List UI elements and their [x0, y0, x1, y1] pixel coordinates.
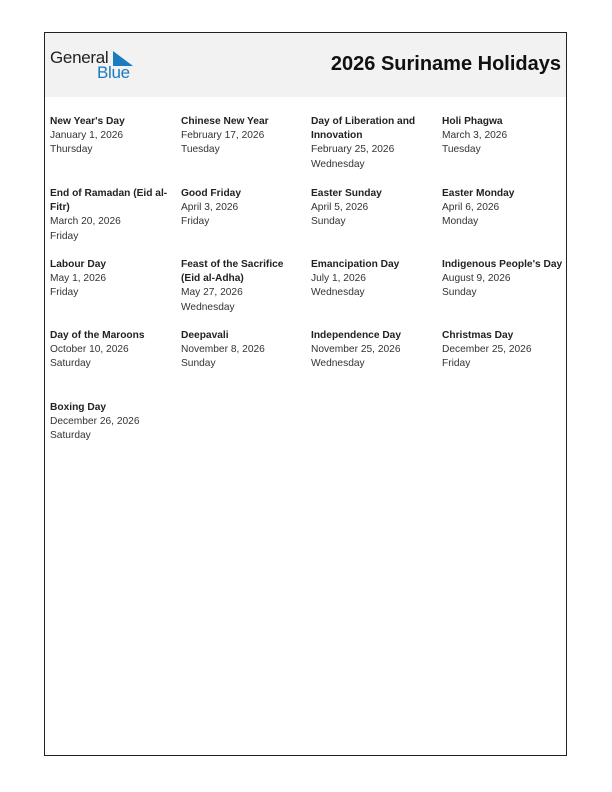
holiday-date: November 25, 2026 — [311, 344, 401, 356]
holiday-name: New Year's Day — [50, 116, 125, 127]
holiday-weekday: Wednesday — [311, 287, 365, 299]
calendar-page — [44, 32, 567, 756]
holiday-item — [311, 329, 433, 372]
holiday-date: July 1, 2026 — [311, 273, 366, 285]
holiday-name: Boxing Day — [50, 402, 107, 413]
holiday-name: Emancipation Day — [311, 259, 400, 270]
holiday-name: Christmas Day — [442, 330, 514, 341]
holiday-item — [50, 115, 172, 158]
holiday-name: End of Ramadan (Eid al-Fitr) — [50, 188, 168, 214]
holiday-date: December 26, 2026 — [50, 416, 140, 428]
holiday-date: May 1, 2026 — [50, 273, 107, 285]
holiday-item — [50, 329, 172, 372]
holiday-item — [50, 401, 172, 444]
holiday-name: Feast of the Sacrifice (Eid al-Adha) — [181, 259, 284, 285]
holiday-name: Indigenous People's Day — [442, 259, 563, 270]
holiday-item — [50, 258, 172, 301]
holiday-date: May 27, 2026 — [181, 287, 243, 299]
holiday-name: Good Friday — [181, 188, 241, 199]
page-header — [45, 33, 566, 97]
holiday-item — [311, 258, 433, 301]
holiday-weekday: Saturday — [50, 358, 91, 370]
holiday-name: Independence Day — [311, 330, 402, 341]
holiday-date: February 25, 2026 — [311, 144, 395, 156]
holiday-date: April 3, 2026 — [181, 202, 239, 214]
holiday-item — [50, 187, 168, 244]
holiday-item — [442, 115, 564, 158]
holiday-weekday: Saturday — [50, 430, 91, 442]
holiday-date: December 25, 2026 — [442, 344, 532, 356]
holiday-weekday: Wednesday — [181, 301, 235, 313]
holiday-item — [181, 258, 293, 315]
holiday-weekday: Sunday — [442, 287, 477, 299]
holiday-name: Chinese New Year — [181, 116, 269, 127]
page-title: 2026 Suriname Holidays — [330, 53, 561, 75]
holiday-weekday: Tuesday — [442, 144, 481, 156]
holiday-weekday: Friday — [50, 287, 79, 299]
holiday-item — [442, 187, 564, 230]
holiday-item — [442, 258, 567, 301]
holiday-date: August 9, 2026 — [442, 273, 511, 285]
holiday-weekday: Friday — [442, 358, 471, 370]
holiday-name: Holi Phagwa — [442, 116, 503, 127]
holiday-weekday: Wednesday — [311, 358, 365, 370]
holiday-item — [442, 329, 564, 372]
holiday-date: March 3, 2026 — [442, 130, 508, 142]
logo-word-blue: Blue — [97, 63, 130, 82]
holiday-weekday: Tuesday — [181, 144, 220, 156]
holiday-item — [311, 115, 423, 172]
holiday-date: October 10, 2026 — [50, 344, 129, 356]
holiday-name: Labour Day — [50, 259, 107, 270]
holiday-name: Easter Sunday — [311, 188, 382, 199]
holiday-name: Easter Monday — [442, 188, 515, 199]
holiday-name: Deepavali — [181, 330, 229, 341]
holiday-item — [181, 187, 303, 230]
holiday-date: March 20, 2026 — [50, 216, 121, 228]
holiday-weekday: Sunday — [181, 358, 216, 370]
holiday-date: November 8, 2026 — [181, 344, 265, 356]
holiday-date: April 5, 2026 — [311, 202, 369, 214]
holiday-date: January 1, 2026 — [50, 130, 124, 142]
holiday-item — [311, 187, 433, 230]
holiday-item — [181, 115, 303, 158]
holiday-weekday: Sunday — [311, 216, 346, 228]
holiday-item — [181, 329, 303, 372]
holiday-name: Day of the Maroons — [50, 330, 145, 341]
holiday-date: February 17, 2026 — [181, 130, 265, 142]
holiday-weekday: Friday — [181, 216, 210, 228]
holiday-weekday: Friday — [50, 230, 79, 242]
logo-word-general: General — [50, 48, 109, 67]
generalblue-logo[interactable] — [50, 48, 140, 84]
holiday-date: April 6, 2026 — [442, 202, 500, 214]
holiday-weekday: Wednesday — [311, 158, 365, 170]
holiday-weekday: Monday — [442, 216, 479, 228]
holiday-weekday: Thursday — [50, 144, 93, 156]
holiday-name: Day of Liberation and Innovation — [311, 116, 416, 142]
